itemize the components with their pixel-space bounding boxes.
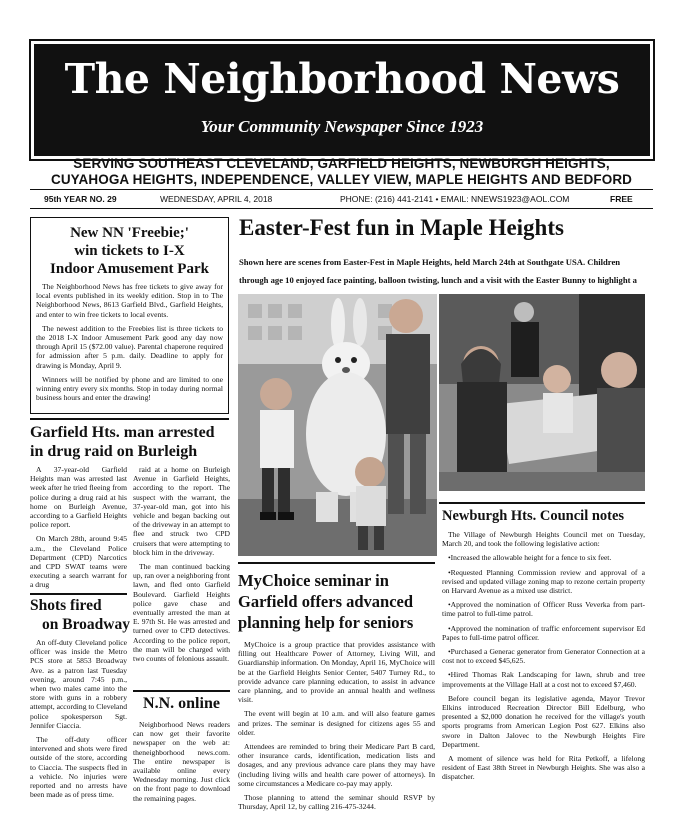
face-painting-photo <box>439 294 645 491</box>
shots-paragraph: The off-duty officer intervened and shots were fired outside of the store, according to Ciaccia. The suspects fled in a vehicle. No injuries were reported and no arrests have been made as of press time. <box>30 735 127 800</box>
arrest-paragraph: On March 28th, around 9:45 a.m., the Cleveland Police Department (CPD) Narcotics and CPD SWAT teams were executing a search warrant for a drug <box>30 534 127 590</box>
mychoice-headline-line-3: planning help for seniors <box>238 613 414 632</box>
council-paragraph: The Village of Newburgh Heights Council met on Tuesday, March 20, and took the following legislative action: <box>442 530 645 549</box>
shots-headline <box>30 596 130 634</box>
arrest-paragraph: A 37-year-old Garfield Heights man was arrested last week after he tried fleeing from police during a drug raid at his home on Burleigh Avenue, according to a Garfield Heights police report. <box>30 465 127 530</box>
council-paragraph: •Hired Thomas Rak Landscaping for lawn, shrub and tree improvements at the Village Hall at a cost not to exceed $7,460. <box>442 670 645 689</box>
arrest-headline-line-2: in drug raid on Burleigh <box>30 443 198 460</box>
mychoice-paragraph: The event will begin at 10 a.m. and will also feature games and prizes. The seminar is designed for citizens ages 55 and older. <box>238 709 435 737</box>
arrest-headline <box>30 423 235 461</box>
price: FREE <box>610 194 633 204</box>
council-paragraph: A moment of silence was held for Rita Petkoff, a lifelong resident of East 38th Street in Newburgh Heights. She was also a dispatcher. <box>442 754 645 782</box>
masthead <box>34 44 650 156</box>
arrest-headline-line-1: Garfield Hts. man arrested <box>30 424 215 441</box>
freebie-paragraph: The Neighborhood News has free tickets to give away for local events published in its weekly edition. Stop in to The Neighborhood News, 8613 Garfield Blvd., Garfield Heights, and enter to win free tickets to local events. <box>36 282 223 319</box>
section-rule <box>30 418 229 420</box>
section-rule <box>30 593 127 595</box>
arrest-paragraph: The man continued backing up, ran over a neighboring front lawn, and fled onto Garfield Boulevard. Garfield Heights police gave chase and eventually arrested the man at E. 97th St. He was arrested and turned over to CPD detectives. According to the police report, the man will be charged with two counts of felonious assault. <box>133 562 230 664</box>
shots-body <box>30 638 127 828</box>
arrest-column-2 <box>133 465 230 688</box>
mychoice-body <box>238 640 435 835</box>
easter-headline: Easter-Fest fun in Maple Heights <box>239 215 564 240</box>
section-rule <box>439 502 645 504</box>
council-paragraph: •Requested Planning Commission review and approval of a revised and updated village zoning map to rezone certain property on Harvard Avenue as a mixed use district. <box>442 567 645 596</box>
section-rule <box>133 690 230 692</box>
mychoice-paragraph: Attendees are reminded to bring their Medicare Part B card, other insurance cards, identification, medication lists and dosages, and any previous advance care plans they may have (including living wills and health care power of attorneys). In some circumstances a Medicare co-pay may apply. <box>238 742 435 788</box>
issue-info-bar <box>30 189 653 209</box>
council-body <box>442 530 645 835</box>
council-paragraph: Before council began its legislative agenda, Mayor Trevor Elkins introduced Recreation Director Bill Edelburg, who presented a $2,000 donation he received for the village's youth sports programs from American Legion Post 627. Elkins also swore in Dalton Jalovec to the Newburgh Heights Fire Department. <box>442 693 645 749</box>
council-headline: Newburgh Hts. Council notes <box>442 508 625 524</box>
mychoice-paragraph: MyChoice is a group practice that provides assistance with filling out Healthcare Power of Attorney, Living Will, and Guardianship information. On Monday, April 16, MyChoice will be at the Garfield Heights Senior Center, 5407 Turney Rd., to provide advance care planning education, to assist in advance care planning, and to provide an annual health and wellness visit. <box>238 640 435 705</box>
newspaper-tagline: Your Community Newspaper Since 1923 <box>200 117 484 136</box>
arrest-paragraph: raid at a home on Burleigh Avenue in Garfield Heights, according to the report. The suspect with the warrant, the 37-year-old man, got into his vehicle and began backing out of the driveway in an attempt to flee and struck two CPD cruisers that were attempting to block him in the driveway. <box>133 465 230 557</box>
mychoice-paragraph: Those planning to attend the seminar should RSVP by Thursday, April 12, by calling 216-475-3244. <box>238 793 435 812</box>
easter-caption: Shown here are scenes from Easter-Fest in Maple Heights, held March 24th at Southgate USA. Children through age 10 enjoyed face painting, balloon twisting, lunch and a visit with the Easter Bunny to highlight a <box>239 257 637 285</box>
regions-line-1: SERVING SOUTHEAST CLEVELAND, GARFIELD HEIGHTS, NEWBURGH HEIGHTS, <box>73 156 610 171</box>
shots-headline-line-2: on Broadway <box>42 616 130 633</box>
mychoice-headline-line-2: Garfield offers advanced <box>238 592 414 611</box>
freebie-headline <box>31 224 228 278</box>
face-painting-photo-image <box>439 294 645 491</box>
council-paragraph: •Approved the nomination of Officer Russ Veverka from part-time patrol to full-time patrol. <box>442 600 645 619</box>
newspaper-title: The Neighborhood News <box>64 55 620 103</box>
freebie-headline-line-2: win tickets to I-X <box>74 243 185 259</box>
freebie-headline-line-1: New NN 'Freebie;' <box>70 225 189 241</box>
freebie-headline-line-3: Indoor Amusement Park <box>50 261 209 277</box>
easter-bunny-photo-image <box>238 294 437 556</box>
section-rule <box>238 562 435 564</box>
online-paragraph: Neighborhood News readers can now get their favorite newspaper on the web at: theneighborhood news.com. The entire newspaper is available online every Wednesday morning. Just click on the front page to download the remaining pages. <box>133 720 230 803</box>
contact-info: PHONE: (216) 441-2141 • EMAIL: NNEWS1923@AOL.COM <box>340 194 570 204</box>
council-paragraph: •Increased the allowable height for a fence to six feet. <box>448 553 612 563</box>
mychoice-headline-line-1: MyChoice seminar in <box>238 571 389 590</box>
freebie-body <box>36 282 223 402</box>
shots-paragraph: An off-duty Cleveland police officer was inside the Metro PCS store at 5853 Broadway Ave. as a patron last Tuesday evening, around 7:45 p.m., when two males came into the store with guns in a robbery attempt, according to Cleveland police spokesperson Sgt. Jennifer Ciaccia. <box>30 638 127 730</box>
arrest-column-1 <box>30 465 127 593</box>
issue-date: WEDNESDAY, APRIL 4, 2018 <box>160 194 273 204</box>
shots-headline-line-1: Shots fired <box>30 597 102 614</box>
online-headline: N.N. online <box>143 695 220 712</box>
council-paragraph: •Purchased a Generac generator from Generator Connection at a cost not to exceed $45,625. <box>442 647 645 666</box>
online-body <box>133 720 230 830</box>
mychoice-headline <box>238 570 438 633</box>
freebie-paragraph: Winners will be notified by phone and are limited to one winning entry every six months. Stop in today during normal business hours and enter the drawing! <box>36 374 223 403</box>
issue-number: 95th YEAR NO. 29 <box>44 194 117 204</box>
freebie-box <box>30 217 229 414</box>
council-paragraph: •Approved the nomination of traffic enforcement supervisor Ed Papes to full-time patrol officer. <box>442 623 645 642</box>
easter-bunny-photo <box>238 294 437 556</box>
regions-line-2: CUYAHOGA HEIGHTS, INDEPENDENCE, VALLEY VIEW, MAPLE HEIGHTS AND BEDFORD <box>50 172 633 187</box>
freebie-paragraph: The newest addition to the Freebies list is three tickets to the 2018 I-X Indoor Amusement Park good any day now through April 15 ($72.00 value). Parental chaperone required for admission after 5 p.m. daily. Deadline to apply for drawing is Monday, April 9. <box>36 323 223 370</box>
service-regions <box>30 156 653 188</box>
